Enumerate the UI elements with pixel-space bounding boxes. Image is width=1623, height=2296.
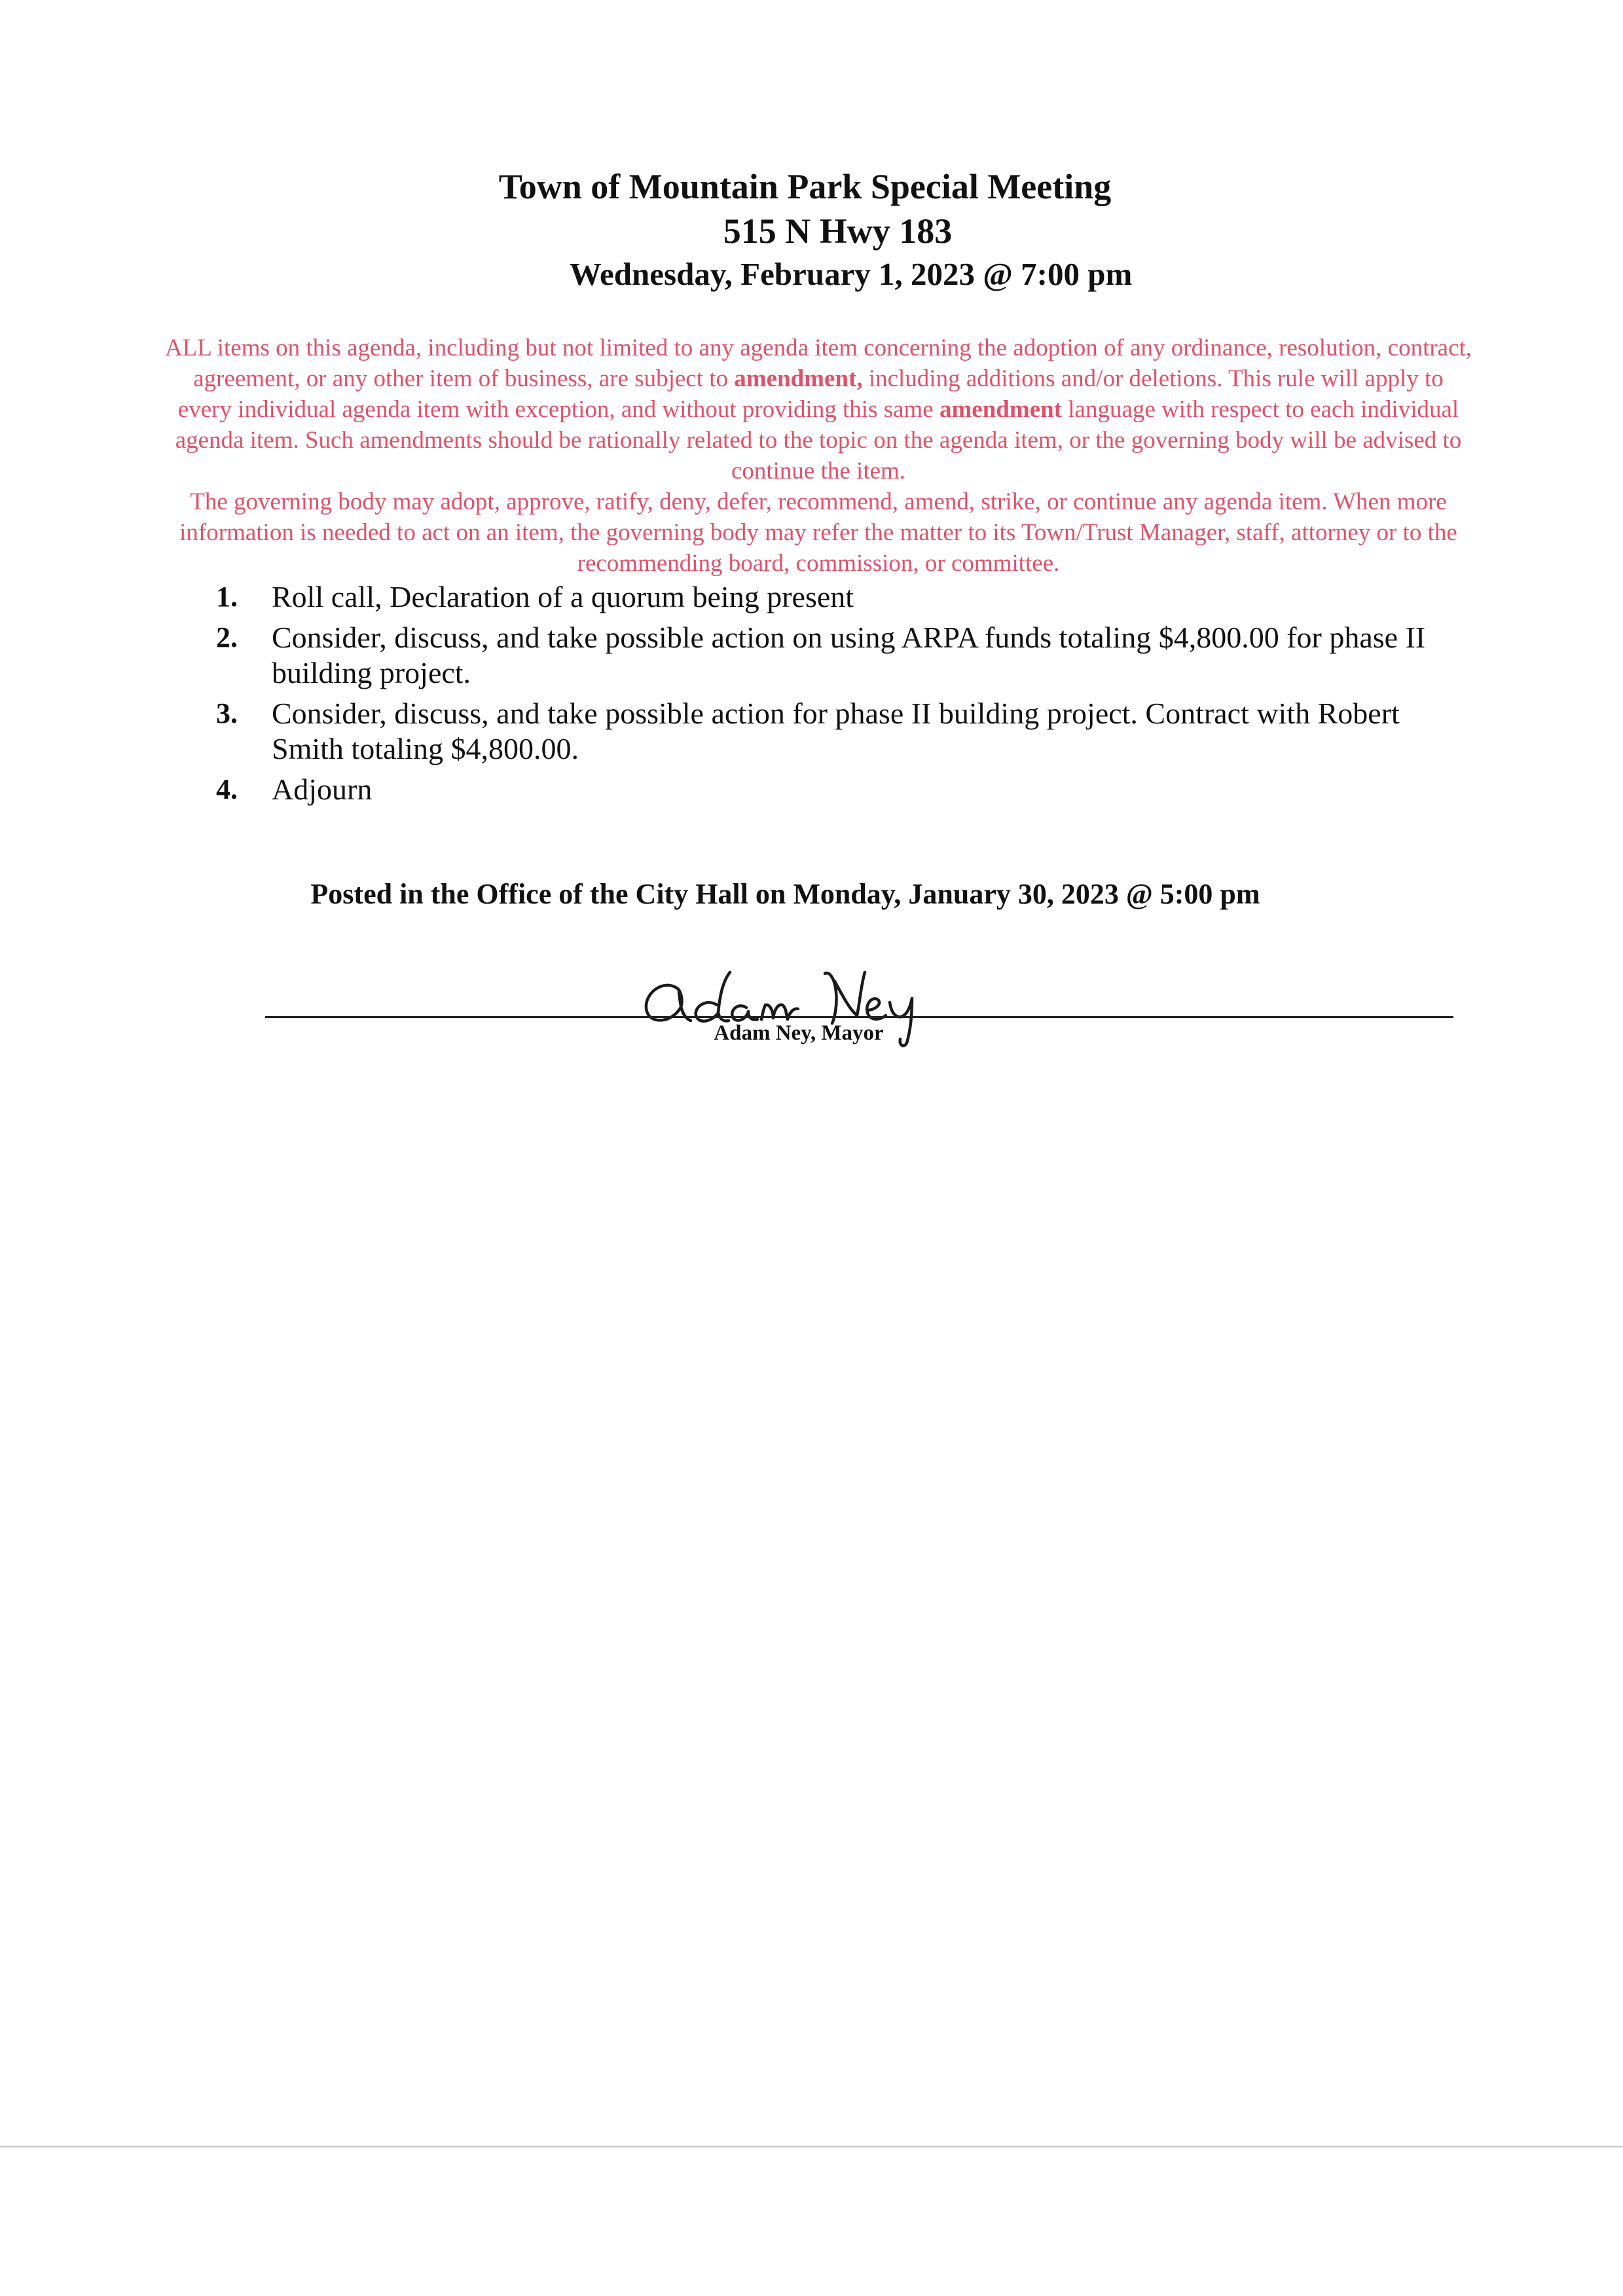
posting-notice-text: Posted in the Office of the City Hall on Monday, January 30, 2023 @ 5:00 pm bbox=[310, 878, 1260, 910]
agenda-item-number: 2. bbox=[216, 621, 238, 653]
agenda-item bbox=[216, 772, 1460, 807]
agenda-item bbox=[216, 579, 1460, 615]
disclaimer-emphasis: amendment bbox=[939, 396, 1063, 423]
signer-name-title: Adam Ney, Mayor bbox=[714, 1021, 884, 1045]
disclaimer-paragraph-2: The governing body may adopt, approve, ratify, deny, defer, recommend, amend, strike, or continue any agenda item. When more information is needed to act on an item, the governing body may refer the matter to its Town/Trust Manager, staff, attorney or to the recommending board, commission, or committee. bbox=[179, 488, 1457, 577]
disclaimer-text: language with respect to each individual agenda item. Such amendments should be rationally related to the topic on the agenda item, or the governing body will be advised to continue the item. bbox=[175, 396, 1462, 484]
agenda-item-number: 4. bbox=[216, 773, 238, 805]
disclaimer-text: including additions and/or deletions. This rule will apply to every individual agenda item with exception, and without providing this same bbox=[177, 365, 1444, 423]
signature-line bbox=[265, 1016, 1453, 1018]
agenda-item-number: 3. bbox=[216, 697, 238, 729]
agenda-item bbox=[216, 696, 1460, 767]
posting-notice bbox=[0, 877, 1623, 911]
agenda-item-text: Adjourn bbox=[272, 773, 373, 806]
meeting-title: Town of Mountain Park Special Meeting bbox=[498, 167, 1112, 206]
meeting-date-time: Wednesday, February 1, 2023 @ 7:00 pm bbox=[569, 256, 1133, 292]
meeting-address: 515 N Hwy 183 bbox=[723, 211, 953, 251]
agenda-item bbox=[216, 620, 1460, 691]
agenda-list bbox=[216, 579, 1460, 812]
agenda-item-text: Consider, discuss, and take possible action for phase II building project. Contract with Robert Smith totaling $4,800.00. bbox=[272, 697, 1400, 765]
disclaimer-text: ALL items on this agenda, including but not limited to any agenda item concerning the adoption of any ordinance, resolution, contract, agreement, or any other item of business, are subject to bbox=[164, 335, 1472, 392]
amendment-disclaimer bbox=[164, 333, 1473, 579]
agenda-item-text: Consider, discuss, and take possible action on using ARPA funds totaling $4,800.00 for phase II building project. bbox=[272, 621, 1426, 689]
scan-edge-divider bbox=[0, 2146, 1623, 2147]
disclaimer-emphasis: amendment, bbox=[734, 365, 863, 392]
agenda-item-number: 1. bbox=[216, 581, 238, 613]
disclaimer-paragraph-1 bbox=[164, 333, 1473, 486]
agenda-item-text: Roll call, Declaration of a quorum being present bbox=[272, 580, 854, 613]
